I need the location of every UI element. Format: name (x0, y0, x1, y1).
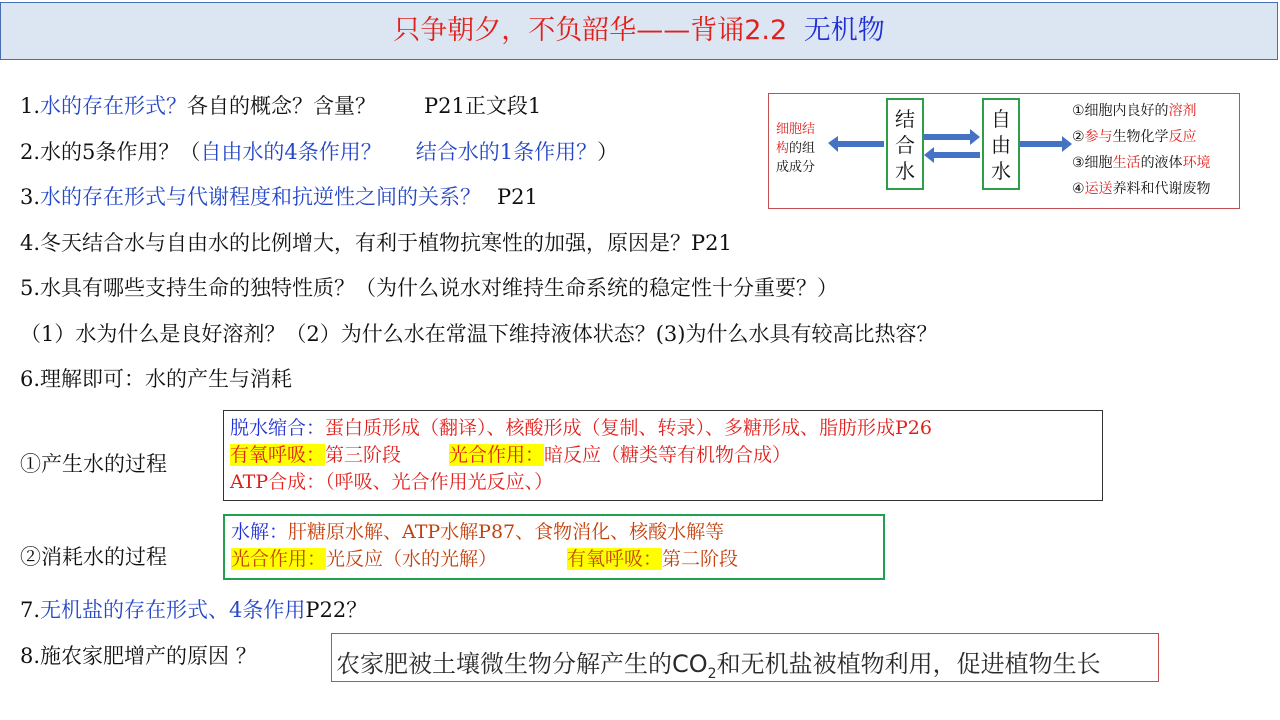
bound-water-box (886, 98, 924, 190)
produce-line-1: 脱水缩合：蛋白质形成（翻译）、核酸形成（复制、转录）、多糖形成、脂肪形成P26 (230, 417, 932, 439)
diagram-left-line-2b: 的组 (789, 141, 816, 156)
arrow-left-icon (826, 130, 886, 160)
q1-text: 各自的概念？含量？ (187, 94, 377, 118)
free-water-label: 自由水 (991, 107, 1011, 183)
produce-line-2: 有氧呼吸：第三阶段 光合作用：暗反应（糖类等有机物合成） (230, 444, 792, 466)
q2-free-water: 自由水的4条作用？ (200, 140, 382, 164)
q3-number: 3. (20, 185, 41, 209)
produce-line-3: ATP合成：（呼吸、光合作用光反应、） (230, 471, 554, 493)
bound-water-label: 结合水 (895, 107, 915, 183)
consume-line-2: 光合作用：光反应（水的光解） 有氧呼吸：第二阶段 (231, 548, 739, 570)
question-5-sub: （1）水为什么是良好溶剂？（2）为什么水在常温下维持液体状态？(3)为什么水具有较高比热容？ (20, 322, 938, 346)
question-1 (20, 92, 541, 120)
function-2: ②参与生物化学反应 (1072, 129, 1197, 145)
diagram-left-line-3: 成成分 (776, 160, 816, 175)
consume-line-1: 水解：肝糖原水解、ATP水解P87、食物消化、核酸水解等 (231, 521, 725, 543)
answer-8-text: 农家肥被土壤微生物分解产生的$CO_2$和无机盐被植物利用，促进植物生长 (336, 650, 1101, 682)
arrow-right-icon (1018, 130, 1074, 160)
q3-page: P21 (497, 185, 538, 209)
free-water-box (982, 98, 1020, 190)
question-6: 6.理解即可：水的产生与消耗 (20, 367, 293, 391)
free-water-functions (1072, 98, 1211, 202)
question-8: 8.施农家肥增产的原因 ？ (20, 644, 257, 668)
produce-water-label: ①产生水的过程 (20, 452, 167, 476)
function-1: ①细胞内良好的溶剂 (1072, 103, 1197, 119)
q1-number: 1. (20, 94, 41, 118)
question-2 (20, 138, 618, 166)
consume-water-box (223, 514, 885, 580)
function-3: ③细胞生活的液体环境 (1072, 155, 1211, 171)
consume-water-label: ②消耗水的过程 (20, 545, 167, 569)
title-main: 只争朝夕，不负韶华——背诵2.2 (393, 15, 788, 46)
diagram-bound-water-role (776, 120, 815, 177)
diagram-left-line-2a: 构 (776, 141, 790, 156)
question-4: 4.冬天结合水与自由水的比例增大，有利于植物抗寒性的加强，原因是？P21 (20, 231, 732, 255)
page-title (0, 2, 1278, 60)
q2-end: ） (597, 140, 619, 164)
title-topic: 无机物 (803, 15, 885, 46)
q3-blue-text: 水的存在形式与代谢程度和抗逆性之间的关系？ (40, 185, 482, 209)
q1-blue-text: 水的存在形式？ (40, 94, 188, 118)
question-7: 7.无机盐的存在形式、4条作用P22？ (20, 598, 368, 622)
question-5: 5.水具有哪些支持生命的独特性质？（为什么说水对维持生命系统的稳定性十分重要？） (20, 276, 839, 300)
exchange-arrows-icon (922, 126, 982, 166)
q1-page: P21正文段1 (424, 94, 542, 118)
function-4: ④运送养料和代谢废物 (1072, 181, 1211, 197)
q2-text: 2.水的5条作用？（ (20, 140, 201, 164)
q2-bound-water: 结合水的1条作用？ (415, 140, 598, 164)
produce-water-box (223, 410, 1103, 501)
question-3 (20, 183, 538, 211)
diagram-left-line-1: 细胞结 (776, 122, 816, 137)
